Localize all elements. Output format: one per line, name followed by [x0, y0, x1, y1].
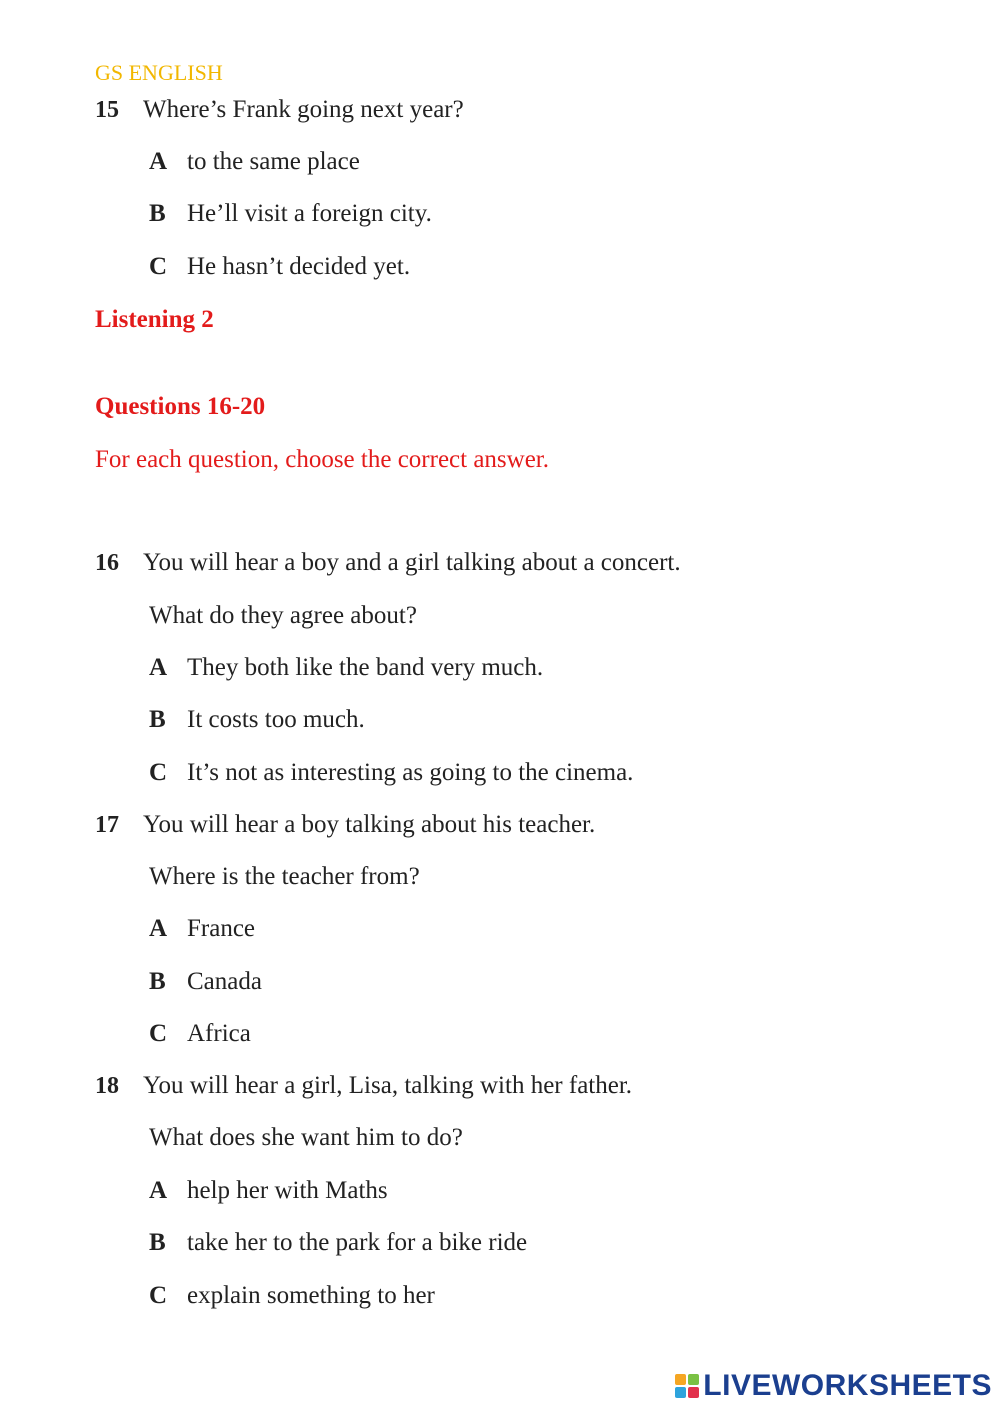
option-15-c[interactable] [149, 253, 410, 281]
question-number: 16 [95, 550, 119, 576]
option-18-b[interactable] [149, 1229, 527, 1257]
option-text: He’ll visit a foreign city. [187, 200, 432, 227]
option-15-a[interactable] [149, 148, 360, 176]
logo-square [675, 1387, 686, 1398]
option-letter: B [149, 1229, 166, 1256]
question-prompt: Where is the teacher from? [149, 863, 420, 890]
liveworksheets-logo[interactable] [675, 1369, 992, 1403]
option-text: to the same place [187, 148, 360, 175]
question-number: 17 [95, 812, 119, 838]
instruction-text: For each question, choose the correct answer. [95, 446, 550, 473]
question-prompt: What do they agree about? [149, 602, 417, 629]
option-text: It costs too much. [187, 706, 365, 733]
question-prompt: What does she want him to do? [149, 1124, 463, 1151]
option-letter: C [149, 253, 168, 280]
option-16-b[interactable] [149, 706, 365, 734]
questions-range-title: Questions 16-20 [95, 393, 266, 420]
option-text: France [187, 915, 256, 942]
option-18-c[interactable] [149, 1282, 435, 1310]
option-text: Africa [187, 1020, 251, 1047]
question-text: You will hear a boy and a girl talking about a concert. [143, 549, 681, 576]
option-text: explain something to her [187, 1282, 435, 1309]
question-text: Where’s Frank going next year? [143, 96, 464, 123]
option-letter: B [149, 200, 166, 227]
option-letter: A [149, 1177, 168, 1204]
logo-square [688, 1374, 699, 1385]
option-text: take her to the park for a bike ride [187, 1229, 528, 1256]
header-label: GS ENGLISH [95, 60, 223, 85]
question-16 [95, 549, 681, 577]
option-text: They both like the band very much. [187, 654, 544, 681]
logo-square [675, 1374, 686, 1385]
option-text: It’s not as interesting as going to the cinema. [187, 759, 634, 786]
question-17 [95, 811, 595, 839]
question-number: 18 [95, 1073, 119, 1099]
question-number: 15 [95, 97, 119, 123]
logo-text: LIVEWORKSHEETS [703, 1369, 992, 1402]
option-text: He hasn’t decided yet. [187, 253, 411, 280]
option-letter: B [149, 706, 166, 733]
option-15-b[interactable] [149, 200, 432, 228]
question-15 [95, 96, 464, 124]
option-16-a[interactable] [149, 654, 543, 682]
question-text: You will hear a boy talking about his teacher. [143, 811, 596, 838]
option-text: Canada [187, 968, 262, 995]
option-17-b[interactable] [149, 968, 262, 996]
option-letter: C [149, 759, 168, 786]
option-16-c[interactable] [149, 759, 633, 787]
option-letter: C [149, 1020, 168, 1047]
option-letter: A [149, 915, 168, 942]
option-letter: B [149, 968, 166, 995]
option-18-a[interactable] [149, 1177, 388, 1205]
question-text: You will hear a girl, Lisa, talking with her father. [143, 1072, 633, 1099]
section-title: Listening 2 [95, 306, 214, 333]
option-17-c[interactable] [149, 1020, 251, 1048]
question-18 [95, 1072, 632, 1100]
logo-square [688, 1387, 699, 1398]
logo-mark-icon [675, 1374, 699, 1398]
option-letter: A [149, 654, 168, 681]
option-letter: A [149, 148, 168, 175]
option-text: help her with Maths [187, 1177, 388, 1204]
option-letter: C [149, 1282, 168, 1309]
option-17-a[interactable] [149, 915, 255, 943]
